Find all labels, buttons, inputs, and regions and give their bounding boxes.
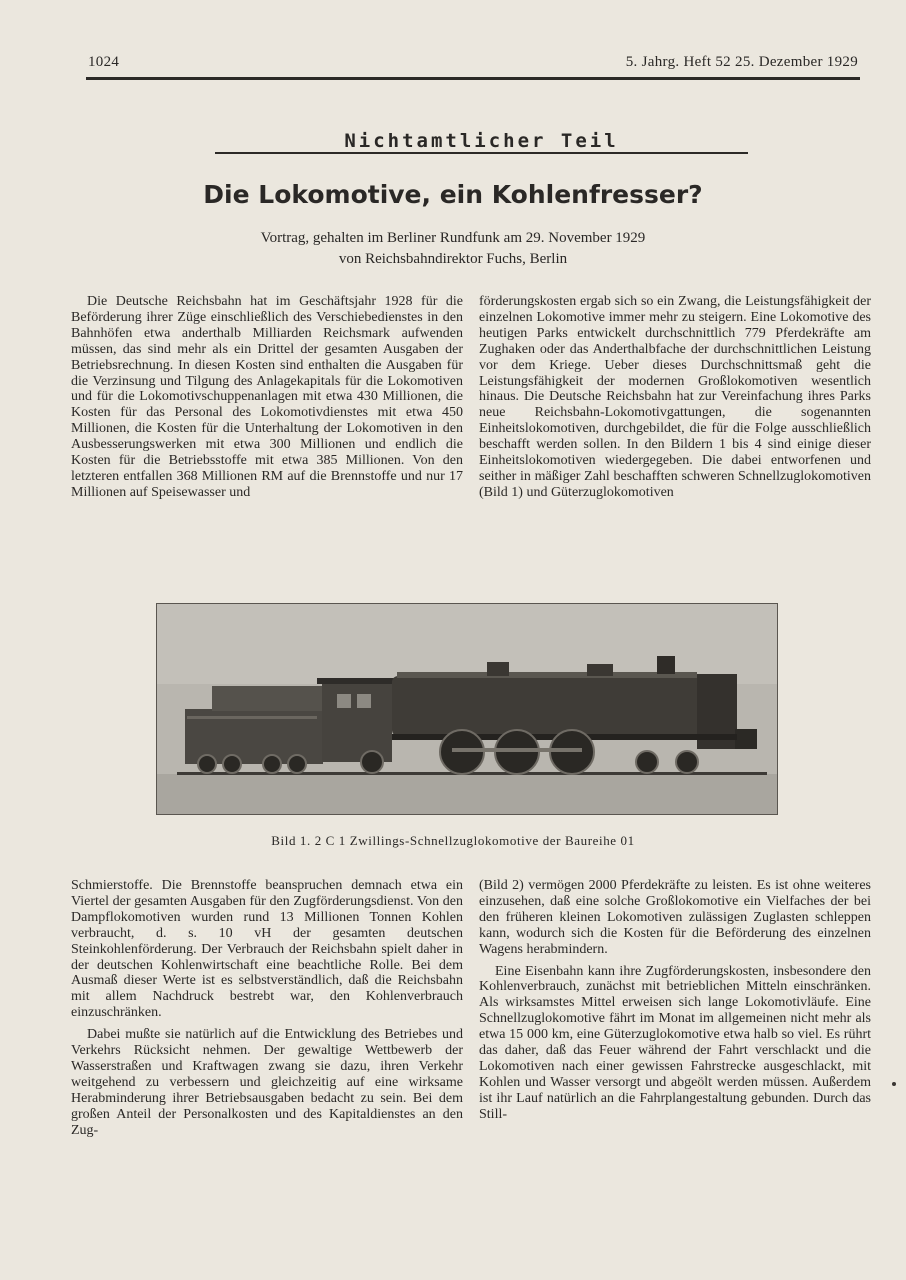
locomotive-photo <box>156 603 778 815</box>
column-bottom-right <box>479 878 871 1123</box>
issue-info: 5. Jahrg. Heft 52 25. Dezember 1929 <box>625 54 858 70</box>
article-title: Die Lokomotive, ein Kohlenfresser? <box>203 180 703 209</box>
margin-mark <box>892 1082 896 1086</box>
column-top-left <box>71 294 463 501</box>
header-rule <box>86 77 860 80</box>
paragraph: förderungskosten ergab sich so ein Zwang, die Leistungsfähigkeit der einzelnen Lokomotive immer mehr zu steigern. Eine Lokomotive des heutigen Parks entwickelt durchschnittlich 779 Pferdekräfte am Zughaken oder das Anderthalbfache der durchschnittlichen Leistung vor dem Kriege. Ueber dieses Durchschnittsmaß geht die Leistungsfähigkeit der modernen Großlokomotiven wesentlich hinaus. Die Deutsche Reichsbahn hat zur Vereinfachung ihres Parks neue Reichsbahn-Lokomotivgattungen, die sogenannten Einheitslokomotiven, durchgebildet, die für die Folge ausschließlich beschafft werden sollen. In den Bildern 1 bis 4 sind einige dieser Einheitslokomotiven wiedergegeben. Die dabei entworfenen und seither in mäßiger Zahl beschafften schweren Schnellzuglokomotiven (Bild 1) und Güterzuglokomotiven <box>479 294 871 500</box>
article-subtitle: Vortrag, gehalten im Berliner Rundfunk am 29. November 1929 <box>260 230 646 246</box>
paragraph: Eine Eisenbahn kann ihre Zugförderungskosten, insbesondere den Kohlenverbrauch, zunächst mit betrieblichen Mitteln einschränken. Als wirksamstes Mittel erweisen sich lange Lokomotivläufe. Eine Schnellzuglokomotive fährt im Monat im allgemeinen nicht mehr als etwa 15 000 km, eine Güterzuglokomotive etwa halb so viel. Es rührt das daher, daß das Feuer während der Fahrt verschlackt und die Lokomotiven nach einer gewissen Fahrstrecke ausgeschlackt, mit Kohlen und Wasser versorgt und abgeölt werden müssen. Außerdem ist ihr Lauf natürlich an die Fahrplangestaltung gebunden. Durch das Still- <box>479 963 871 1122</box>
section-title: Nichtamtlicher Teil <box>344 130 619 152</box>
paragraph: Schmierstoffe. Die Brennstoffe beanspruchen demnach etwa ein Viertel der gesamten Ausgaben für den Zugförderungsdienst. Von den Dampflokomotiven wurden rund 13 Millionen Tonnen Kohlen verbraucht, d. s. 10 vH der gesamten deutschen Steinkohlenförderung. Der Verbrauch der Reichsbahn spielt daher in der deutschen Kohlenwirtschaft eine beachtliche Rolle. Bei dem Ausmaß dieser Werte ist es selbstverständlich, daß die Reichsbahn mit allem Nachdruck bestrebt war, den Kohlenverbrauch einzuschränken. <box>71 878 463 1021</box>
article-author: von Reichsbahndirektor Fuchs, Berlin <box>338 251 568 267</box>
column-bottom-left <box>71 878 463 1139</box>
paragraph: Die Deutsche Reichsbahn hat im Geschäftsjahr 1928 für die Beförderung ihrer Züge einschließlich des Verschiebedienstes in den Bahnhöfen etwa anderthalb Milliarden Reichsmark aufwenden müssen, das sind mehr als ein Drittel der gesamten Ausgaben der Betriebsrechnung. In diesen Kosten sind enthalten die Ausgaben für die Verzinsung und Tilgung des Anlagekapitals für die Lokomotiven und für die Lokomotivschuppenanlagen mit etwa 430 Millionen, die Kosten für das Personal des Lokomotivdienstes mit etwa 450 Millionen, die Kosten für die Unterhaltung der Lokomotiven in den Ausbesserungswerken mit etwa 300 Millionen und endlich die Kosten für die Betriebsstoffe mit etwa 385 Millionen. Von den letzteren entfallen 368 Millionen RM auf die Brennstoffe und nur 17 Millionen auf Speisewasser und <box>71 294 463 500</box>
paragraph: (Bild 2) vermögen 2000 Pferdekräfte zu leisten. Es ist ohne weiteres einzusehen, daß eine solche Großlokomotive ein Vielfaches der bei den früheren kleinen Lokomotiven zulässigen Zuglasten schleppen kann, wodurch sich die Kosten für die Beförderung des einzelnen Wagens herabmindern. <box>479 878 871 957</box>
page-number: 1024 <box>88 54 120 70</box>
figure-caption: Bild 1. 2 C 1 Zwillings-Schnellzuglokomotive der Baureihe 01 <box>271 833 635 848</box>
column-top-right <box>479 294 871 501</box>
running-head <box>88 54 858 76</box>
paragraph: Dabei mußte sie natürlich auf die Entwicklung des Betriebes und Verkehrs Rücksicht nehmen. Der gewaltige Wettbewerb der Wasserstraßen und Kraftwagen zwang sie dazu, ihren Verkehr weitgehend zu verbessern und gleichzeitig auf eine wirksame Herabminderung ihrer Betriebsausgaben bedacht zu sein. Bei dem großen Anteil der Personalkosten und des Kapitaldienstes an den Zug- <box>71 1027 463 1138</box>
section-rule <box>215 152 748 154</box>
